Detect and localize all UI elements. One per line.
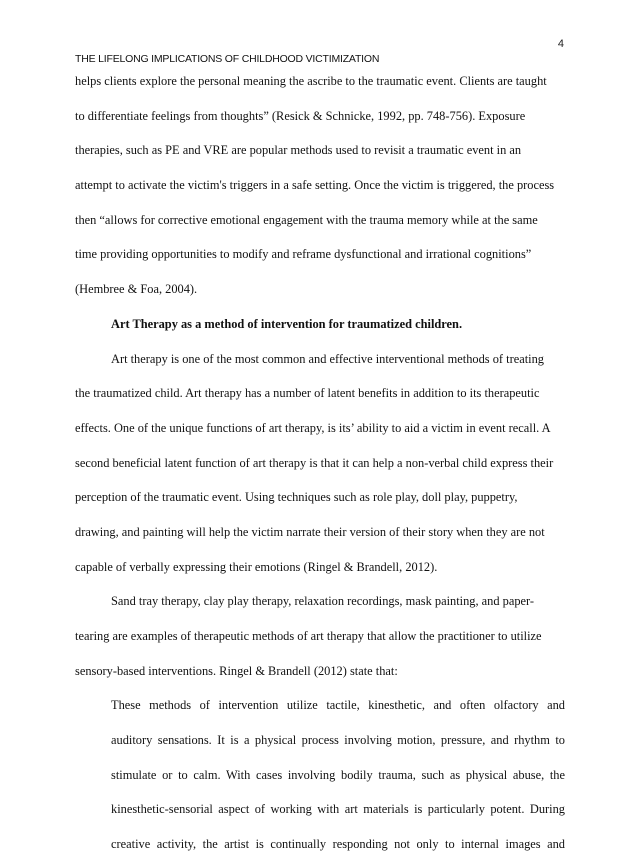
block-quote-line: auditory sensations. It is a physical process involving motion, pressure, and rhythm to — [111, 733, 565, 748]
body-line: helps clients explore the personal meaning the ascribe to the traumatic event. Clients are taught — [75, 74, 547, 88]
body-line: effects. One of the unique functions of art therapy, is its’ ability to aid a victim in event recall. A — [75, 420, 551, 435]
page-number: 4 — [557, 38, 564, 50]
body-line: capable of verbally expressing their emotions (Ringel & Brandell, 2012). — [75, 559, 438, 574]
body-line: to differentiate feelings from thoughts” (Resick & Schnicke, 1992, pp. 748-756). Exposure — [75, 108, 526, 123]
block-quote-line: These methods of intervention utilize tactile, kinesthetic, and often olfactory and — [111, 698, 565, 713]
body-line: tearing are examples of therapeutic methods of art therapy that allow the practitioner to utilize — [75, 629, 542, 643]
block-quote-line: kinesthetic-sensorial aspect of working with art materials is particularly potent. During — [111, 802, 565, 817]
body-line: sensory-based interventions. Ringel & Brandell (2012) state that: — [75, 663, 398, 678]
section-heading: Art Therapy as a method of intervention for traumatized children. — [111, 316, 463, 331]
body-line: Sand tray therapy, clay play therapy, relaxation recordings, mask painting, and paper- — [111, 594, 535, 609]
body-line: time providing opportunities to modify and reframe dysfunctional and irrational cognitions” — [75, 247, 532, 262]
block-quote-line: creative activity, the artist is continually responding not only to internal images and — [111, 837, 565, 852]
document-body — [75, 64, 565, 862]
body-line: perception of the traumatic event. Using techniques such as role play, doll play, puppetry, — [75, 490, 518, 505]
body-line: therapies, such as PE and VRE are popular methods used to revisit a traumatic event in an — [75, 143, 522, 158]
running-head: THE LIFELONG IMPLICATIONS OF CHILDHOOD VICTIMIZATION — [75, 53, 380, 65]
body-line: second beneficial latent function of art therapy is that it can help a non-verbal child express their — [75, 455, 554, 470]
body-line: drawing, and painting will help the victim narrate their version of their story when they are not — [75, 524, 545, 539]
body-line: then “allows for corrective emotional engagement with the trauma memory while at the same — [75, 212, 538, 227]
body-line: the traumatized child. Art therapy has a number of latent benefits in addition to its therapeutic — [75, 386, 540, 401]
body-line: attempt to activate the victim's triggers in a safe setting. Once the victim is triggered, the process — [75, 178, 555, 193]
body-line: Art therapy is one of the most common and effective interventional methods of treating — [111, 351, 544, 366]
block-quote-line: stimulate or to calm. With cases involving bodily trauma, such as physical abuse, the — [111, 767, 565, 782]
body-line: (Hembree & Foa, 2004). — [75, 282, 198, 297]
